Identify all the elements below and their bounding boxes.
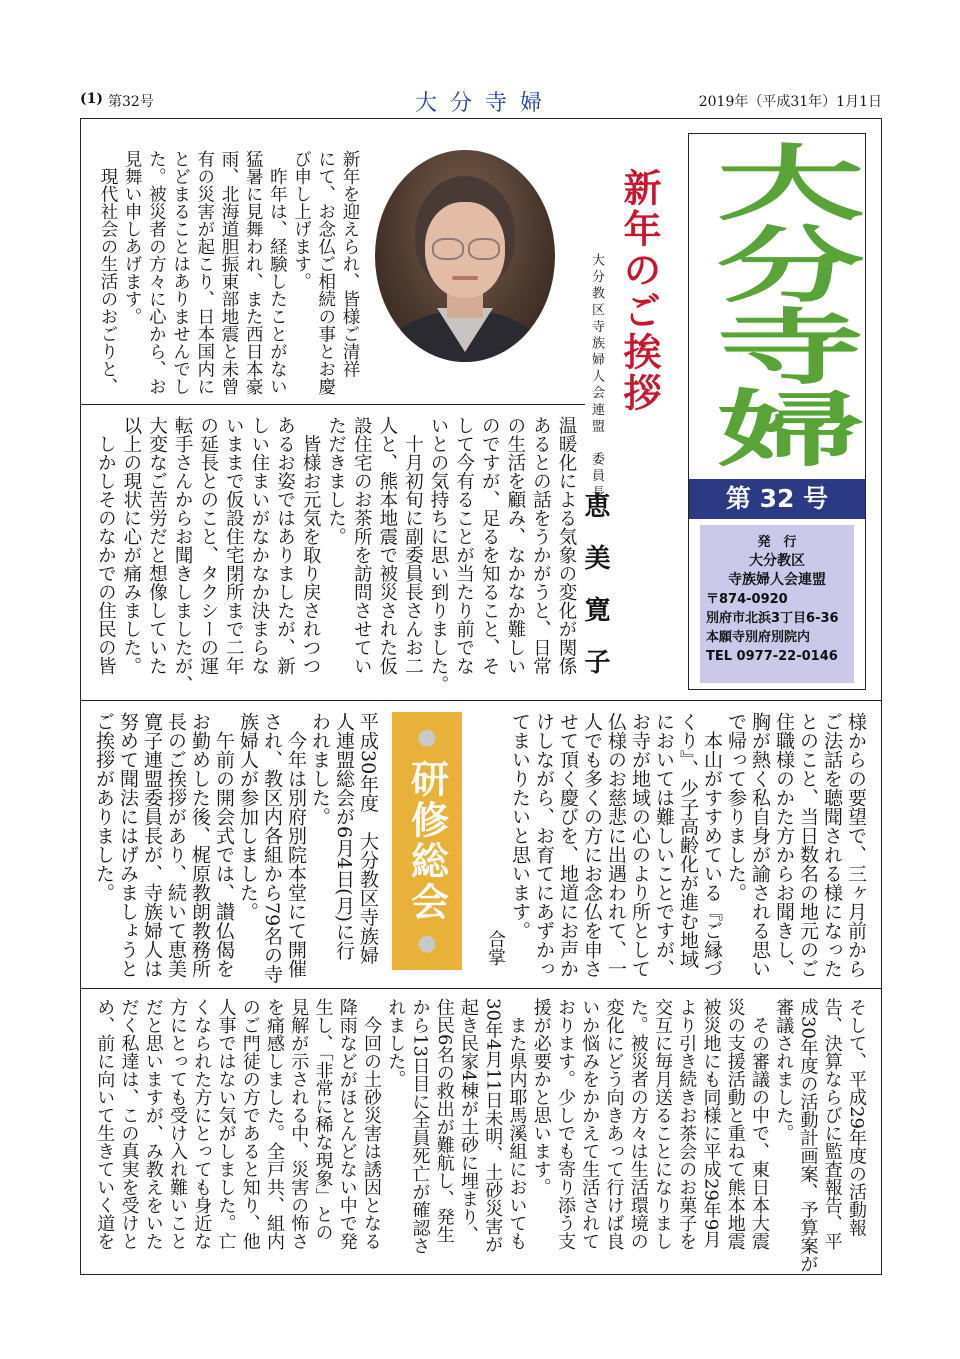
text-line: 午前の開会式では、讃仏偈を (213, 712, 235, 978)
text-line: 見舞い申しあげます。 (122, 150, 143, 325)
text-line: お勤めした後、梶原教朗教務所 (189, 712, 211, 978)
text-line: いとの気持ちに思い到りました。 (428, 416, 450, 694)
text-line: れました。 (385, 998, 407, 1088)
text-line: ご法話を聴聞される様になった (821, 712, 843, 978)
text-line: 猛暑に見舞われ、また西日本豪 (243, 150, 264, 395)
text-line: おります。少しでも寄り添う支 (555, 998, 576, 1250)
text-line: 設住宅のお茶所を訪問させてい (351, 416, 373, 675)
section-heading: 研修総会 (404, 759, 449, 923)
text-line: で帰って参りました。 (725, 712, 747, 902)
postal-code: 〒874-0920 (706, 592, 788, 607)
text-line: 交互に毎月送ることになりまし (652, 998, 673, 1250)
text-line: 有の災害が起こり、日本国内に (194, 150, 215, 395)
text-line: また県内耶馬溪組においても (506, 998, 528, 1250)
text-line: くり』、少子高齢化が進む地域 (677, 712, 699, 969)
issue-date: 2019年（平成31年）1月1日 (698, 94, 882, 110)
text-line: 人事ではない気がしました。亡 (215, 998, 237, 1250)
text-line: た。被災者の方々は生活環境の (627, 998, 649, 1250)
newsletter-title: 大 分 寺 婦 (415, 91, 545, 116)
text-line: の生活を顧み、なかなか難しい (504, 416, 526, 675)
text-line: 長のご挨拶があり、続いて恵美 (165, 712, 187, 978)
text-line: 平成30年度 大分教区寺族婦 (357, 712, 379, 965)
greeting-text-intro (96, 150, 362, 395)
text-line: だと思いますが、み教えをいた (142, 998, 164, 1250)
text-line: いままで仮設住宅閉所まで二年 (223, 416, 245, 675)
greeting-text-end (508, 712, 868, 978)
text-line: 人でも多くの方にお念仏を申さ (581, 712, 603, 978)
greeting-text-body (93, 416, 579, 694)
bullet-icon: ● (417, 725, 437, 750)
text-line: 昨年は、経験したことがない (267, 150, 288, 395)
text-line: 降雨などがほとんどない中で発 (336, 998, 358, 1250)
greeting-closing: 合掌 (485, 930, 506, 966)
text-line: のご門徒の方であると知り、他 (239, 998, 261, 1250)
text-line: そして、平成29年度の活動報 (846, 998, 867, 1237)
text-line: から13日目に全員死亡が確認さ (409, 998, 431, 1255)
bullet-icon: ● (417, 931, 437, 956)
publisher-label: 発 行 (757, 535, 797, 550)
text-line: 寛子連盟委員長が、寺族婦人は (141, 712, 163, 978)
publisher-org-name: 寺族婦人会連盟 (728, 572, 826, 588)
text-line: 仏様のお慈悲に出遇われて、一 (605, 712, 627, 978)
text-line: てまいりたいと思います。 (509, 712, 531, 940)
publisher-org: 大分教区 (749, 553, 805, 569)
text-line: 成30年度の活動計画案、予算案が (797, 998, 819, 1273)
text-line: 今回の土砂災害は誘因となる (361, 998, 382, 1250)
photo-glasses-right (468, 238, 500, 260)
issue-band: 第 32 号 (689, 479, 865, 519)
text-line: 災の支援活動と重ねて熊本地震 (724, 998, 746, 1250)
text-line: び申し上げます。 (291, 150, 312, 290)
portrait-photo (375, 150, 555, 362)
text-line: だく私達は、この真実を受けと (118, 998, 140, 1250)
text-line: 温暖化による気象の変化が関係 (556, 416, 577, 675)
text-line: され、教区内各組から79名の寺 (261, 712, 283, 984)
text-line: においては難しいことですが、 (653, 712, 675, 978)
text-line: のですが、足るを知ること、そ (479, 416, 501, 675)
issue-number: 第32号 (108, 94, 154, 110)
text-line: 援が必要かと思います。 (530, 998, 552, 1196)
text-line: 大変なご苦労だと想像していた (146, 416, 168, 675)
text-line: その審議の中で、東日本大震 (749, 998, 770, 1250)
text-line: より引き続きお茶会のお菓子を (676, 998, 698, 1250)
text-line: 今年は別府別院本堂にて開催 (285, 712, 307, 978)
text-line: して今有ることが当たり前でな (453, 416, 475, 675)
text-line: を痛感しました。全戸共、組内 (264, 998, 285, 1250)
text-line: にて、お念仏ご相続の事とお慶 (315, 150, 336, 395)
text-line: た。被災者の方々に心から、お (146, 150, 167, 395)
text-line: 方にとっても受け入れ難いこと (167, 998, 188, 1250)
text-line: 皆様お元気を取り戻されつつ (300, 416, 322, 675)
text-line: ご挨拶がありました。 (93, 712, 115, 902)
text-line: 30年4月11日未明、土砂災害が (482, 998, 504, 1254)
divider-line (80, 404, 585, 405)
training-text-continued (92, 998, 868, 1273)
text-line: 族婦人が参加しました。 (237, 712, 259, 921)
text-line: あるお姿ではありましたが、新 (274, 416, 296, 675)
text-line: とのこと、当日数名の地元のご (797, 712, 819, 978)
text-line: 起き民家4棟が土砂に埋まり、 (458, 998, 479, 1244)
text-line: 見解が示される中、災害の怖さ (288, 998, 310, 1250)
text-line: 雨、北海道胆振東部地震と未曾 (218, 150, 239, 395)
page-number: (1) (80, 91, 103, 107)
text-line: 新年を迎えられ、皆様ご清祥 (340, 150, 360, 378)
text-line: われました。 (309, 712, 331, 826)
text-line: 人と、熊本地震で被災された仮 (376, 416, 398, 675)
text-line: くなられた方にとっても身近な (191, 998, 213, 1250)
text-line: しい住まいがなかなか決まらな (248, 416, 270, 675)
photo-mouth (452, 276, 478, 280)
text-line: けしながら、お育てにあずかっ (533, 712, 555, 978)
training-text (92, 712, 380, 983)
address: 別府市北浜3丁目6-36 (706, 611, 839, 626)
masthead (688, 133, 866, 690)
text-line: 努めて聞法にはげみましょうと (117, 712, 139, 978)
text-line: 現代社会の生活のおごりと、 (97, 150, 118, 395)
text-line: お寺が地域の心のより所として (629, 712, 651, 978)
text-line: しかしそのなかでの住民の皆 (95, 416, 117, 675)
text-line: せて頂く慶びを、地道にお声か (557, 712, 579, 978)
photo-glasses-left (432, 238, 464, 260)
greeting-title: 新年のご挨拶 (617, 168, 662, 414)
telephone: TEL 0977-22-0146 (706, 649, 838, 664)
text-line: ただきました。 (325, 416, 347, 546)
text-line: 生し、「非常に稀な現象」との (312, 998, 334, 1241)
text-line: とどまることはありませんでし (170, 150, 191, 395)
text-line: の延長とのこと、タクシーの運 (197, 416, 219, 675)
text-line: 人連盟総会が6月4日(月)に行 (333, 712, 355, 961)
text-line: 十月初旬に副委員長さんお二 (402, 416, 424, 675)
author-role: 大分教区寺族婦人会連盟 委員長 (589, 253, 604, 502)
divider-line (80, 700, 882, 701)
divider-line (80, 988, 882, 989)
text-line: 本山がすすめている『ご縁づ (701, 712, 723, 978)
address-building: 本願寺別府別院内 (706, 630, 811, 645)
text-line: 胸が熱く私自身が諭される思い (749, 712, 771, 978)
text-line: 転手さんからお聞きしましたが、 (172, 416, 194, 694)
publisher-box (700, 525, 854, 683)
section-heading-box (392, 712, 462, 970)
masthead-title: 大分寺婦 (692, 140, 864, 468)
text-line: 以上の現状に心が痛みました。 (120, 416, 142, 675)
text-line: 住職様のかた方からお聞きし、 (773, 712, 795, 978)
text-line: 審議されました。 (773, 998, 795, 1142)
text-line: 被災地にも同様に平成29年9月 (700, 998, 722, 1249)
text-line: 住民6名の救出が難航し、発生 (433, 998, 455, 1244)
author-name: 恵 美 寛 子 (580, 492, 610, 674)
text-line: 変化にどう向きあって行けば良 (603, 998, 625, 1250)
text-line: あるとの話をうかがうと、日常 (530, 416, 552, 675)
text-line: いか悩みをかかえて生活されて (579, 998, 601, 1250)
text-line: 告、決算ならびに監査報告、平 (821, 998, 843, 1250)
text-line: め、前に向いて生きていく道を (94, 998, 116, 1250)
text-line: 様からの要望で、三ヶ月前から (845, 712, 867, 978)
